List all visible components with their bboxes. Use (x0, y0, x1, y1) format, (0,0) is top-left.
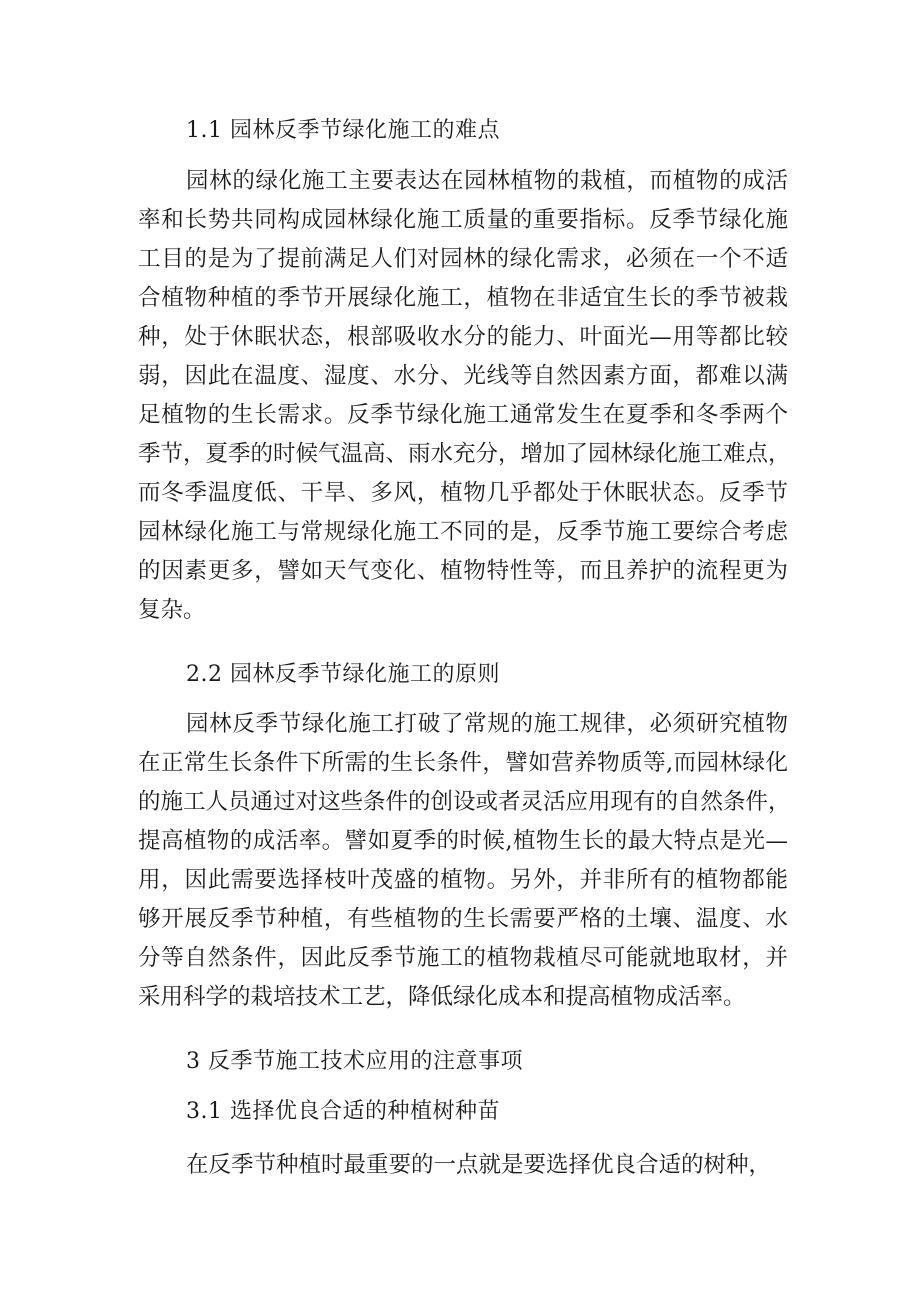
section-1-1-paragraph (138, 162, 791, 630)
section-heading-3-1: 3.1 选择优良合适的种植树种苗 (186, 1099, 500, 1124)
section-heading-2-2: 2.2 园林反季节绿化施工的原则 (186, 662, 500, 687)
text-line: 的施工人员通过对这些条件的创设或者灵活应用现有的自然条件， (138, 789, 791, 815)
text-line: 率和长势共同构成园林绿化施工质量的重要指标。反季节绿化施 (138, 207, 788, 233)
text-line: 园林的绿化施工主要表达在园林植物的栽植，而植物的成活 (186, 168, 788, 194)
section-heading-3: 3 反季节施工技术应用的注意事项 (186, 1049, 523, 1074)
text-line: 弱，因此在温度、湿度、水分、光线等自然因素方面，都难以满 (138, 363, 788, 389)
text-line: 季节，夏季的时候气温高、雨水充分，增加了园林绿化施工难点， (138, 441, 791, 467)
section-heading-1-1: 1.1 园林反季节绿化施工的难点 (186, 118, 500, 143)
section-3-1-paragraph (138, 1146, 788, 1185)
text-line: 园林反季节绿化施工打破了常规的施工规律，必须研究植物 (186, 711, 788, 737)
text-line: 足植物的生长需求。反季节绿化施工通常发生在夏季和冬季两个 (138, 402, 788, 428)
text-line: 在正常生长条件下所需的生长条件，譬如营养物质等,而园林绿化 (138, 750, 788, 776)
text-line: 用，因此需要选择枝叶茂盛的植物。另外，并非所有的植物都能 (138, 867, 788, 893)
text-line: 合植物种植的季节开展绿化施工，植物在非适宜生长的季节被栽 (138, 285, 788, 311)
text-line: 种，处于休眠状态，根部吸收水分的能力、叶面光—用等都比较 (138, 324, 788, 350)
text-line: 园林绿化施工与常规绿化施工不同的是，反季节施工要综合考虑 (138, 519, 788, 545)
text-line: 采用科学的栽培技术工艺，降低绿化成本和提高植物成活率。 (138, 984, 746, 1010)
text-line: 工目的是为了提前满足人们对园林的绿化需求，必须在一个不适 (138, 246, 788, 272)
text-line: 提高植物的成活率。譬如夏季的时候,植物生长的最大特点是光— (138, 828, 788, 854)
text-line: 复杂。 (138, 597, 206, 623)
section-2-2-paragraph (138, 705, 791, 1017)
text-line: 而冬季温度低、干旱、多风，植物几乎都处于休眠状态。反季节 (138, 480, 788, 506)
text-line: 够开展反季节种植，有些植物的生长需要严格的土壤、温度、水 (138, 906, 788, 932)
text-line: 分等自然条件，因此反季节施工的植物栽植尽可能就地取材，并 (138, 945, 788, 971)
text-line: 的因素更多，譬如天气变化、植物特性等，而且养护的流程更为 (138, 558, 788, 584)
text-line: 在反季节种植时最重要的一点就是要选择优良合适的树种， (186, 1152, 772, 1178)
